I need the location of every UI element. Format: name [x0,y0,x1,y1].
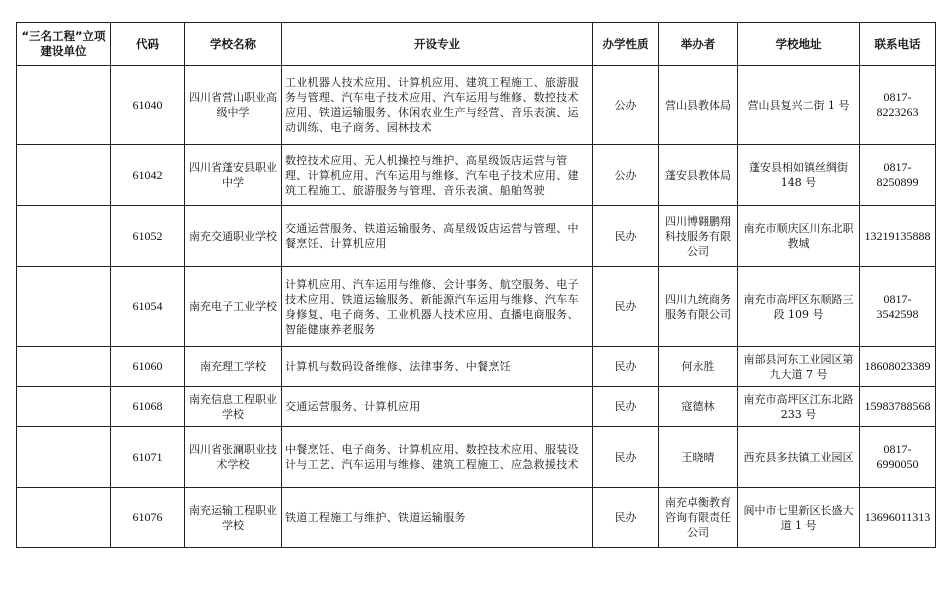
cell-sponsor: 王晓晴 [659,427,738,488]
cell-code: 61042 [111,145,185,206]
cell-code: 61060 [111,347,185,387]
cell-majors: 数控技术应用、无人机操控与维护、高星级饭店运营与管理、计算机应用、汽车运用与维修、汽车电子技术应用、建筑工程施工、旅游服务与管理、音乐表演、船舶驾驶 [282,145,593,206]
cell-phone: 15983788568 [860,387,936,427]
header-majors: 开设专业 [282,23,593,66]
header-project-unit: “三名工程”立项建设单位 [17,23,111,66]
header-address: 学校地址 [738,23,860,66]
cell-school-name: 南充信息工程职业学校 [185,387,282,427]
cell-school-name: 四川省张澜职业技术学校 [185,427,282,488]
cell-phone: 0817-3542598 [860,267,936,347]
cell-school-name: 南充电子工业学校 [185,267,282,347]
header-row [17,23,936,66]
cell-majors: 交通运营服务、计算机应用 [282,387,593,427]
cell-majors: 交通运营服务、铁道运输服务、高星级饭店运营与管理、中餐烹饪、计算机应用 [282,206,593,267]
cell-school-name: 南充理工学校 [185,347,282,387]
cell-code: 61052 [111,206,185,267]
cell-majors: 工业机器人技术应用、计算机应用、建筑工程施工、旅游服务与管理、汽车电子技术应用、汽车运用与维修、数控技术应用、铁道运输服务、休闲农业生产与经营、音乐表演、运动训练、电子商务、园林技术 [282,66,593,145]
cell-address: 西充县多扶镇工业园区 [738,427,860,488]
cell-sponsor: 营山县教体局 [659,66,738,145]
cell-code: 61076 [111,488,185,548]
cell-nature: 民办 [593,427,659,488]
cell-nature: 民办 [593,267,659,347]
cell-address: 南部县河东工业园区第九大道 7 号 [738,347,860,387]
cell-sponsor: 四川博翱鹏翔科技服务有限公司 [659,206,738,267]
cell-phone: 13696011313 [860,488,936,548]
table-row [17,145,936,206]
cell-project-unit [17,267,111,347]
cell-code: 61040 [111,66,185,145]
cell-sponsor: 蓬安县教体局 [659,145,738,206]
cell-nature: 民办 [593,387,659,427]
cell-nature: 民办 [593,347,659,387]
cell-phone: 13219135888 [860,206,936,267]
header-school-name: 学校名称 [185,23,282,66]
cell-nature: 民办 [593,206,659,267]
cell-school-name: 南充交通职业学校 [185,206,282,267]
cell-phone: 0817-8250899 [860,145,936,206]
cell-school-name: 南充运输工程职业学校 [185,488,282,548]
cell-project-unit [17,66,111,145]
cell-address: 南充市顺庆区川东北职教城 [738,206,860,267]
table-row [17,347,936,387]
cell-school-name: 四川省蓬安县职业中学 [185,145,282,206]
cell-sponsor: 南充卓衡教育咨询有限责任公司 [659,488,738,548]
table-row [17,66,936,145]
cell-majors: 中餐烹饪、电子商务、计算机应用、数控技术应用、服装设计与工艺、汽车运用与维修、建筑工程施工、应急救援技术 [282,427,593,488]
cell-address: 蓬安县相如镇丝绸街 148 号 [738,145,860,206]
cell-code: 61068 [111,387,185,427]
header-nature: 办学性质 [593,23,659,66]
cell-project-unit [17,488,111,548]
header-sponsor: 举办者 [659,23,738,66]
header-phone: 联系电话 [860,23,936,66]
cell-majors: 计算机与数码设备维修、法律事务、中餐烹饪 [282,347,593,387]
cell-sponsor: 何永胜 [659,347,738,387]
header-code: 代码 [111,23,185,66]
cell-sponsor: 寇德林 [659,387,738,427]
cell-code: 61054 [111,267,185,347]
school-table [16,22,936,548]
cell-project-unit [17,387,111,427]
cell-school-name: 四川省营山职业高级中学 [185,66,282,145]
cell-project-unit [17,206,111,267]
cell-nature: 公办 [593,145,659,206]
cell-address: 阆中市七里新区长盛大道 1 号 [738,488,860,548]
cell-project-unit [17,427,111,488]
cell-nature: 公办 [593,66,659,145]
cell-address: 南充市高坪区东顺路三段 109 号 [738,267,860,347]
table-row [17,206,936,267]
cell-code: 61071 [111,427,185,488]
cell-nature: 民办 [593,488,659,548]
table-row [17,387,936,427]
cell-phone: 18608023389 [860,347,936,387]
cell-project-unit [17,347,111,387]
cell-phone: 0817-6990050 [860,427,936,488]
cell-address: 营山县复兴二街 1 号 [738,66,860,145]
table-row [17,488,936,548]
table-row [17,267,936,347]
cell-project-unit [17,145,111,206]
cell-majors: 计算机应用、汽车运用与维修、会计事务、航空服务、电子技术应用、铁道运输服务、新能源汽车运用与维修、汽车车身修复、电子商务、工业机器人技术应用、直播电商服务、智能健康养老服务 [282,267,593,347]
cell-sponsor: 四川九统商务服务有限公司 [659,267,738,347]
cell-phone: 0817-8223263 [860,66,936,145]
cell-address: 南充市高坪区江东北路 233 号 [738,387,860,427]
table-row [17,427,936,488]
cell-majors: 铁道工程施工与维护、铁道运输服务 [282,488,593,548]
